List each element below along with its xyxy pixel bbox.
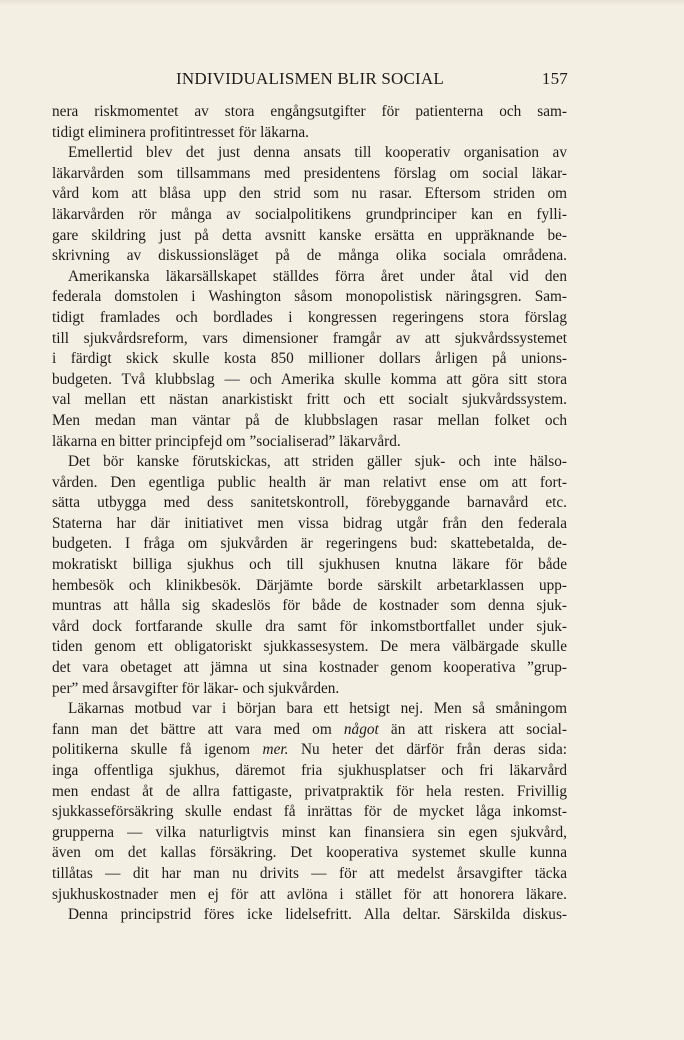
text-line: läkarvården rör många av socialpolitikens grundprinciper kan en fylli- (52, 205, 567, 223)
text-line: budgeten. I fråga om sjukvården är regeringens bud: skattebetalda, de- (52, 535, 567, 553)
body-text (52, 102, 567, 926)
page-header (52, 69, 568, 93)
page-number: 157 (541, 69, 568, 88)
text-line: Denna principstrid föres icke lidelsefritt. Alla deltar. Särskilda diskus- (68, 906, 567, 924)
text-line: till sjukvårdsreform, vars dimensioner framgår av att sjukvårdssystemet (52, 329, 567, 347)
text-line: men endast åt de allra fattigaste, privatpraktik för hela resten. Frivillig (52, 782, 567, 800)
text-run: fann man det bättre att vara med om (52, 720, 344, 738)
text-line: tidigt eliminera profitintresset för läkarna. (52, 123, 309, 141)
text-line: Amerikanska läkarsällskapet ställdes förra året under åtal vid den (68, 267, 567, 285)
text-line: val mellan ett nästan anarkistiskt fritt och ett socialt sjukvårdssystem. (52, 391, 567, 409)
text-line: tidigt framlades och bordlades i kongressen regeringens stora förslag (52, 308, 567, 326)
text-line: tillåtas — dit har man nu drivits — för att medelst årsavgifter täcka (52, 864, 567, 882)
text-line: budgeten. Två klubbslag — och Amerika skulle komma att göra sitt stora (52, 370, 567, 388)
text-line: hembesök och klinikbesök. Därjämte borde särskilt arbetarklassen upp- (52, 576, 567, 594)
text-line: vården. Den egentliga public health är man relativt ense om att fort- (52, 473, 567, 491)
text-line: Staterna har där initiativet men vissa bidrag utgår från den federala (52, 514, 567, 532)
text-line: vård dock fortfarande skulle dra samt för inkomstbortfallet under sjuk- (52, 617, 567, 635)
text-line: per” med årsavgifter för läkar- och sjukvården. (52, 679, 340, 697)
text-line: federala domstolen i Washington såsom monopolistisk näringsgren. Sam- (52, 288, 567, 306)
text-line: grupperna — vilka naturligtvis minst kan finansiera sin egen sjukvård, (52, 823, 567, 841)
text-line: det vara obetaget att jämna ut sina kostnader genom kooperativa ”grup- (52, 659, 567, 677)
text-line: i färdigt skick skulle kosta 850 millioner dollars årligen på unions- (52, 350, 567, 368)
text-line: Men medan man väntar på de klubbslagen rasar mellan folket och (52, 411, 567, 429)
text-line: sjukkasseförsäkring skulle endast få inrättas för de mycket låga inkomst- (52, 803, 567, 821)
text-line (52, 720, 567, 741)
text-line: även om det kallas försäkring. Det kooperativa systemet skulle kunna (52, 844, 567, 862)
text-line: muntras att hålla sig skadeslös för både de kostnader som denna sjuk- (52, 597, 567, 615)
text-line: vård kom att blåsa upp den strid som nu rasar. Eftersom striden om (52, 185, 567, 203)
text-line (52, 740, 567, 761)
text-line: nera riskmomentet av stora engångsutgifter för patienterna och sam- (52, 103, 567, 120)
text-run: än att riskera att social- (378, 720, 567, 738)
text-line: läkarna en bitter principfejd om ”socialiserad” läkarvård. (52, 432, 401, 450)
text-line: Emellertid blev det just denna ansats till kooperativ organisation av (68, 144, 567, 162)
text-line: sjukhuskostnader men ej för att avlöna i stället för att honorera läkare. (52, 885, 567, 903)
text-line: Det bör kanske förutskickas, att striden gäller sjuk- och inte hälso- (68, 453, 567, 471)
text-run: Nu heter det därför från deras sida: (288, 741, 567, 759)
page-top-edge (0, 0, 684, 6)
text-line: mokratiskt billiga sjukhus och till sjukhusen knutna läkare för både (52, 556, 567, 574)
text-line: läkarvården som tillsammans med presidentens förslag om social läkar- (52, 164, 567, 182)
emphasized-word: något (343, 720, 379, 738)
text-line: gare skildring just på detta avsnitt kanske ersätta en uppräknande be- (52, 226, 567, 244)
running-title: INDIVIDUALISMEN BLIR SOCIAL (176, 69, 444, 88)
text-line: sätta utbygga med dess sanitetskontroll, förebyggande barnavård etc. (52, 494, 567, 512)
text-line: skrivning av diskussionsläget på de många olika sociala områdena. (52, 247, 567, 265)
text-line: Läkarnas motbud var i början bara ett hetsigt nej. Men så småningom (68, 700, 567, 718)
emphasized-word: mer. (262, 741, 289, 759)
text-line: inga offentliga sjukhus, däremot fria sjukhusplatser och fri läkarvård (52, 762, 567, 779)
text-line: tiden genom ett obligatoriskt sjukkassesystem. De mera välbärgade skulle (52, 638, 567, 656)
text-run: politikerna skulle få igenom (52, 741, 263, 759)
